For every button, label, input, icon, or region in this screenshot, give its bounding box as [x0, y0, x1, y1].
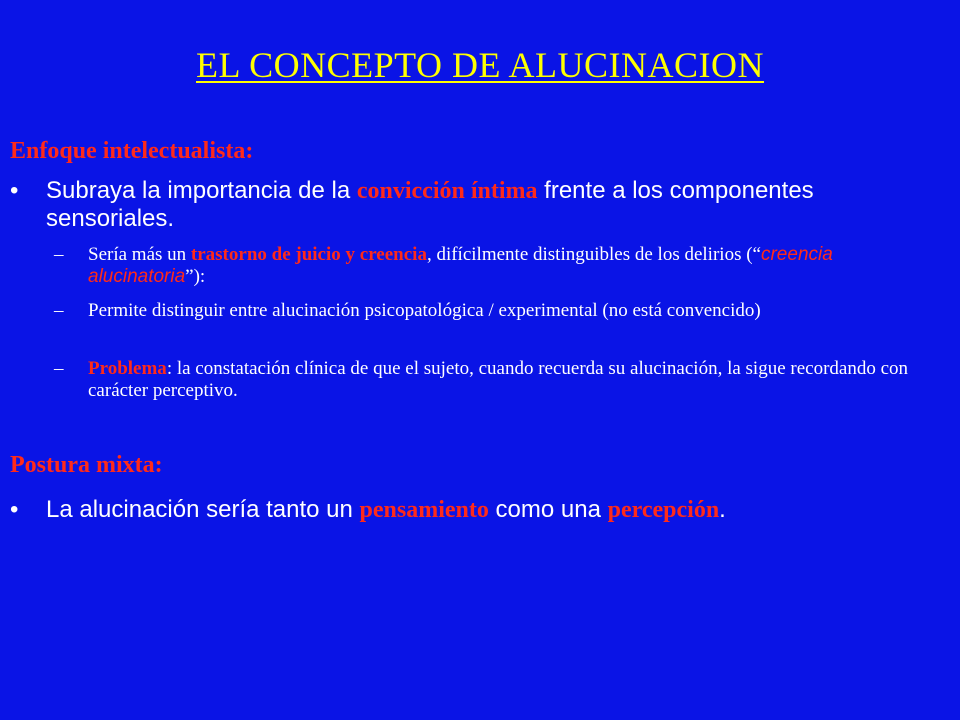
sub-point-text	[88, 358, 930, 402]
bullet-text	[46, 177, 940, 232]
highlight-problema: Problema	[88, 358, 167, 379]
dash-mark: –	[54, 300, 64, 321]
bullet-text-part: .	[719, 496, 726, 523]
bullet-mixed	[10, 496, 940, 524]
bullet-text-part: Subraya la importancia de la	[46, 177, 357, 204]
sub-point-text: Permite distinguir entre alucinación psicopatológica / experimental (no está convencido)	[88, 300, 761, 321]
bullet-intellectualist	[10, 177, 940, 232]
sub-text-part: Sería más un	[88, 244, 191, 265]
highlight-percepcion: percepción	[607, 497, 720, 523]
bullet-text-part: La alucinación sería tanto un	[46, 496, 360, 523]
sub-point-juicio	[54, 244, 930, 288]
section-heading-mixed: Postura mixta:	[10, 452, 163, 478]
bullet-text	[46, 496, 940, 524]
highlight-creencia-alucinatoria: creencia alucinatoria	[88, 244, 833, 287]
sub-text-part: : la constatación clínica de que el sujeto, cuando recuerda su alucinación, la sigue recordando con carácter perceptivo.	[88, 358, 909, 401]
sub-text-part: ”):	[185, 266, 206, 287]
bullet-text-part: frente a los componentes sensoriales.	[46, 177, 814, 232]
sub-text-part: , difícilmente distinguibles de los delirios (“	[426, 244, 761, 265]
slide-title: EL CONCEPTO DE ALUCINACION	[196, 45, 764, 85]
highlight-conviccion: convicción íntima	[356, 178, 538, 204]
sub-point-distinguir	[54, 300, 930, 322]
bullet-mark: •	[10, 177, 19, 204]
section-heading-intellectualist: Enfoque intelectualista:	[10, 138, 254, 164]
bullet-mark: •	[10, 496, 19, 523]
highlight-pensamiento: pensamiento	[359, 497, 489, 523]
sub-point-text	[88, 244, 930, 288]
sub-point-problema	[54, 358, 930, 402]
bullet-text-part: como una	[488, 496, 608, 523]
dash-mark: –	[54, 358, 64, 379]
dash-mark: –	[54, 244, 64, 265]
highlight-trastorno: trastorno de juicio y creencia	[190, 244, 427, 265]
